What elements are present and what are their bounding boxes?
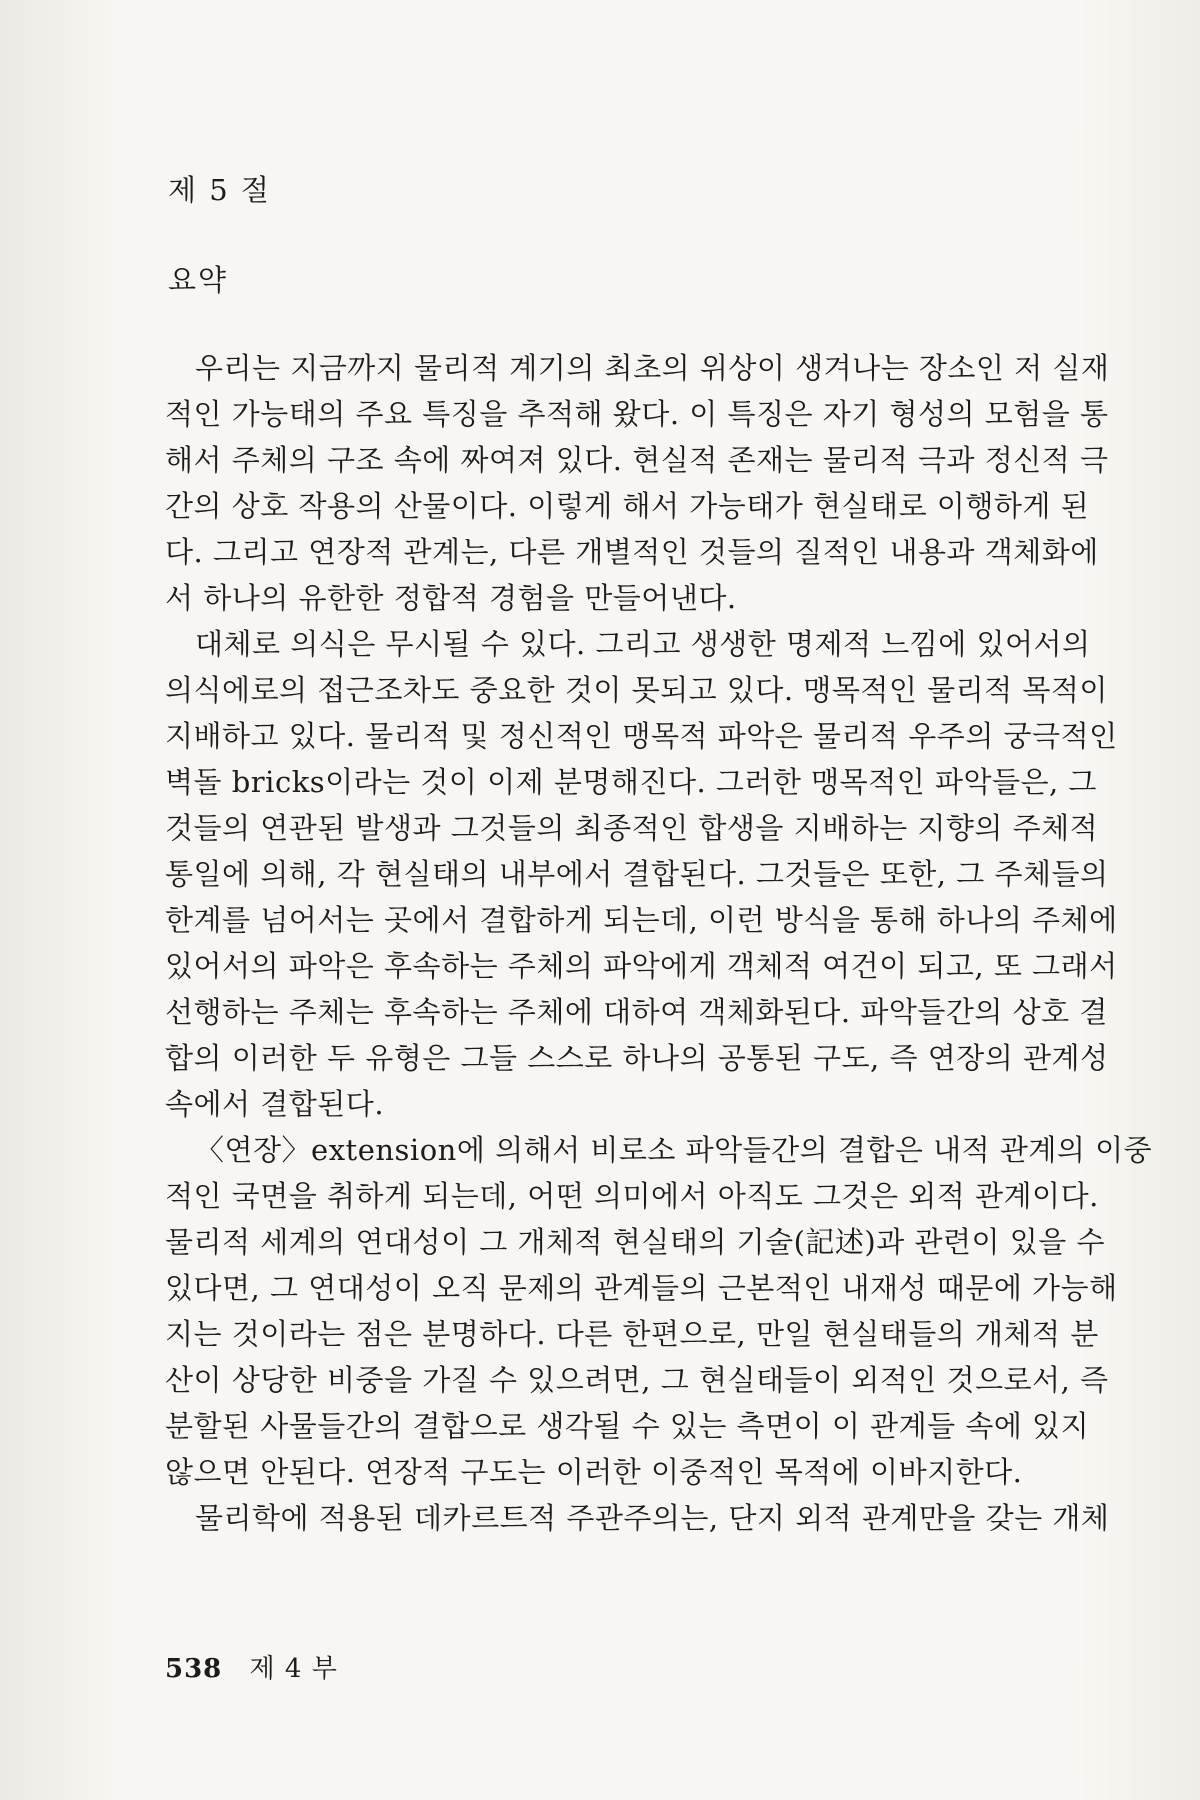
text-line: 적인 국면을 취하게 되는데, 어떤 의미에서 아직도 그것은 외적 관계이다.	[165, 1179, 1099, 1213]
text-line: 지배하고 있다. 물리적 및 정신적인 맹목적 파악은 물리적 우주의 궁극적인	[165, 719, 1118, 753]
text-line: 속에서 결합된다.	[165, 1087, 385, 1121]
text-line: 분할된 사물들간의 결합으로 생각될 수 있는 측면이 이 관계들 속에 있지	[165, 1409, 1090, 1443]
text-line: 선행하는 주체는 후속하는 주체에 대하여 객체화된다. 파악들간의 상호 결	[165, 995, 1108, 1029]
text-line: 〈연장〉extension에 의해서 비로소 파악들간의 결합은 내적 관계의 이중	[195, 1133, 1153, 1167]
text-line: 적인 가능태의 주요 특징을 추적해 왔다. 이 특징은 자기 형성의 모험을 통	[165, 397, 1109, 431]
page-number: 538	[165, 1654, 223, 1684]
text-line: 대체로 의식은 무시될 수 있다. 그리고 생생한 명제적 느낌에 있어서의	[195, 627, 1091, 661]
text-line: 의식에로의 접근조차도 중요한 것이 못되고 있다. 맹목적인 물리적 목적이	[165, 673, 1108, 707]
text-line: 합의 이러한 두 유형은 그들 스스로 하나의 공통된 구도, 즉 연장의 관계성	[165, 1041, 1109, 1075]
body-text	[165, 345, 1153, 1541]
page-footer	[165, 1648, 338, 1685]
text-line: 산이 상당한 비중을 가질 수 있으려면, 그 현실태들이 외적인 것으로서, 즉	[165, 1363, 1109, 1397]
text-line: 한계를 넘어서는 곳에서 결합하게 되는데, 이런 방식을 통해 하나의 주체에	[165, 903, 1118, 937]
text-line: 해서 주체의 구조 속에 짜여져 있다. 현실적 존재는 물리적 극과 정신적 극	[165, 443, 1109, 477]
text-line: 다. 그리고 연장적 관계는, 다른 개별적인 것들의 질적인 내용과 객체화에	[165, 535, 1099, 569]
text-line: 않으면 안된다. 연장적 구도는 이러한 이중적인 목적에 이바지한다.	[165, 1455, 1023, 1489]
text-line: 통일에 의해, 각 현실태의 내부에서 결합된다. 그것들은 또한, 그 주체들의	[165, 857, 1109, 891]
text-line: 간의 상호 작용의 산물이다. 이렇게 해서 가능태가 현실태로 이행하게 된	[165, 489, 1090, 523]
text-line: 서 하나의 유한한 정합적 경험을 만들어낸다.	[165, 581, 737, 615]
text-line: 있다면, 그 연대성이 오직 문제의 관계들의 근본적인 내재성 때문에 가능해	[165, 1271, 1118, 1305]
text-line: 벽돌 bricks이라는 것이 이제 분명해진다. 그러한 맹목적인 파악들은, 그	[165, 765, 1097, 799]
text-line: 있어서의 파악은 후속하는 주체의 파악에게 객체적 여건이 되고, 또 그래서	[165, 949, 1118, 983]
text-line: 지는 것이라는 점은 분명하다. 다른 한편으로, 만일 현실태들의 개체적 분	[165, 1317, 1099, 1351]
text-line: 것들의 연관된 발생과 그것들의 최종적인 합생을 지배하는 지향의 주체적	[165, 811, 1099, 845]
section-label: 제 5 절	[168, 173, 271, 207]
text-line: 물리학에 적용된 데카르트적 주관주의는, 단지 외적 관계만을 갖는 개체	[195, 1501, 1110, 1535]
text-line: 물리적 세계의 연대성이 그 개체적 현실태의 기술(記述)과 관련이 있을 수	[165, 1225, 1105, 1259]
text-line: 우리는 지금까지 물리적 계기의 최초의 위상이 생겨나는 장소인 저 실재	[195, 351, 1110, 385]
part-label: 제 4 부	[249, 1654, 338, 1684]
section-title: 요약	[168, 263, 229, 297]
